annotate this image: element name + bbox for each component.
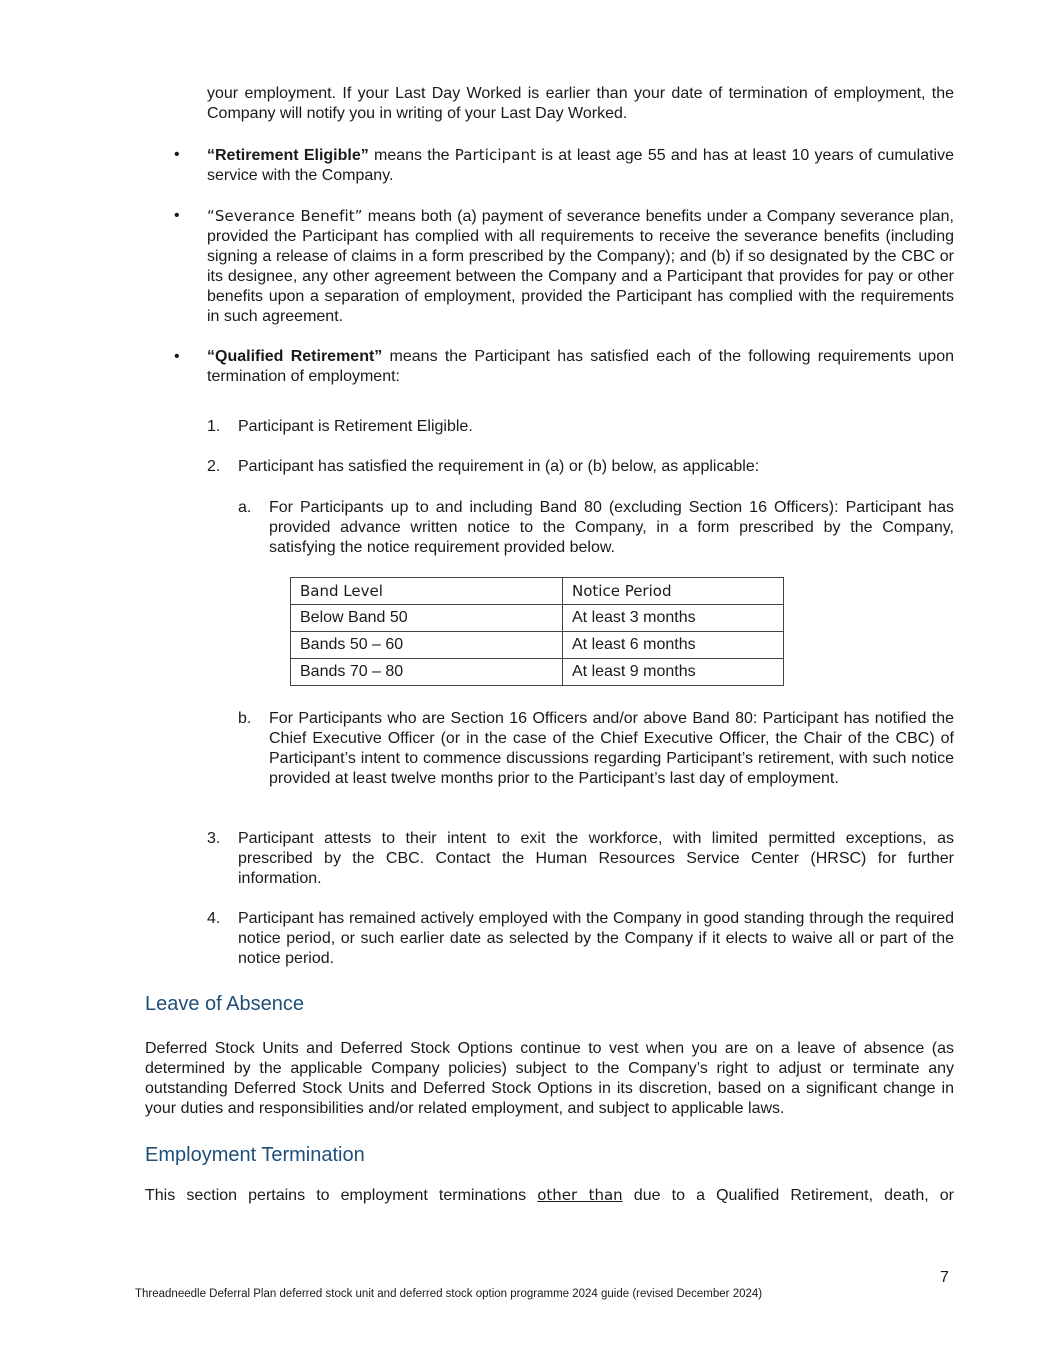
header-notice-period: Notice Period [563, 578, 784, 605]
header-band-level: Band Level [291, 578, 563, 605]
definition-text: means both (a) payment of severance benefits under a Company severance plan, provided the Participant has complied with all requirements to receive the severance benefits (including signing a release of claims in a form prescribed by the Company); and (b) if so designated by the CBC or its designee, any other agreement between the Company and a Participant that provides for pay or other benefits upon a separation of employment, provided the Participant has complied with the requirements in such agreement. [207, 208, 954, 325]
requirement-item [207, 457, 954, 477]
table-cell: At least 6 months [563, 632, 784, 659]
bullet-marker: • [174, 348, 180, 365]
definition-text: means the [368, 147, 455, 164]
page-number: 7 [940, 1269, 949, 1286]
termination-text: due to a Qualified Retirement, death, or [622, 1187, 954, 1204]
list-number: 2. [207, 458, 221, 475]
participant-term: Participant [454, 146, 537, 164]
table-cell: At least 3 months [563, 605, 784, 632]
table-header-row [291, 578, 784, 605]
sub-requirement-b [238, 709, 954, 789]
bullet-marker: • [174, 207, 180, 224]
notice-period-table [290, 577, 784, 686]
section-heading-leave: Leave of Absence [145, 993, 305, 1015]
table-cell: Bands 50 – 60 [291, 632, 563, 659]
leave-paragraph: Deferred Stock Units and Deferred Stock Options continue to vest when you are on a leave of absence (as determined by the applicable Company policies) subject to the Company’s right to adjust or terminate any outstanding Deferred Stock Units and Deferred Stock Options in its discretion, based on a significant change in your duties and responsibilities and/or related employment, and subject to applicable laws. [145, 1040, 954, 1117]
list-number: 3. [207, 830, 221, 847]
table-cell: Bands 70 – 80 [291, 659, 563, 686]
requirement-text: Participant has satisfied the requirement in (a) or (b) below, as applicable: [238, 458, 760, 475]
bullet-retirement-eligible [174, 145, 955, 186]
bullet-marker: • [174, 146, 180, 163]
requirement-text: Participant attests to their intent to exit the workforce, with limited permitted exceptions, as prescribed by the CBC. Contact the Human Resources Service Center (HRSC) for further information. [238, 830, 954, 887]
termination-paragraph [145, 1185, 954, 1206]
requirement-text: Participant is Retirement Eligible. [238, 418, 473, 435]
term-retirement-eligible: “Retirement Eligible” [207, 147, 369, 164]
table-cell: At least 9 months [563, 659, 784, 686]
term-qualified-retirement: “Qualified Retirement” [207, 348, 383, 365]
table-cell: Below Band 50 [291, 605, 563, 632]
definition-text: means the Participant has satisfied each of the following requirements upon termination of employment: [207, 348, 954, 385]
requirement-text: Participant has remained actively employed with the Company in good standing through the required notice period, or such earlier date as selected by the Company if it elects to waive all or part of the notice period. [238, 910, 954, 967]
requirement-item [207, 909, 954, 969]
underlined-emphasis: other than [537, 1186, 623, 1204]
list-letter: b. [238, 710, 252, 727]
termination-text: This section pertains to employment terminations [145, 1187, 538, 1204]
list-number: 1. [207, 418, 221, 435]
table-row [291, 659, 784, 686]
list-number: 4. [207, 910, 221, 927]
definition-text: is at least age 55 and has at least 10 years of cumulative service with the Company. [207, 147, 955, 184]
bullet-severance-benefit [174, 206, 954, 327]
intro-paragraph: your employment. If your Last Day Worked is earlier than your date of termination of employment, the Company will notify you in writing of your Last Day Worked. [207, 85, 954, 122]
section-heading-termination: Employment Termination [145, 1144, 365, 1166]
sub-requirement-text: For Participants who are Section 16 Officers and/or above Band 80: Participant has notified the Chief Executive Officer (or in the case of the Chief Executive Officer, the Chair of the CBC) of Participant’s intent to commence discussions regarding Participant’s retirement, with such notice provided at least twelve months prior to the Participant’s last day of employment. [269, 710, 954, 787]
requirement-item [207, 829, 954, 889]
requirement-item [207, 417, 954, 437]
sub-requirement-text: For Participants up to and including Band 80 (excluding Section 16 Officers): Participant has provided advance written notice to the Company, in a form prescribed by the Company, satisfying the notice requirement provided below. [269, 499, 954, 556]
table-row [291, 605, 784, 632]
term-severance-benefit: “Severance Benefit” [207, 207, 363, 225]
page-footer: Threadneedle Deferral Plan deferred stock unit and deferred stock option programme 2024 guide (revised December 2024) [135, 1288, 763, 1300]
list-letter: a. [238, 499, 252, 516]
table-row [291, 632, 784, 659]
bullet-qualified-retirement [174, 347, 954, 387]
sub-requirement-a [238, 498, 954, 558]
